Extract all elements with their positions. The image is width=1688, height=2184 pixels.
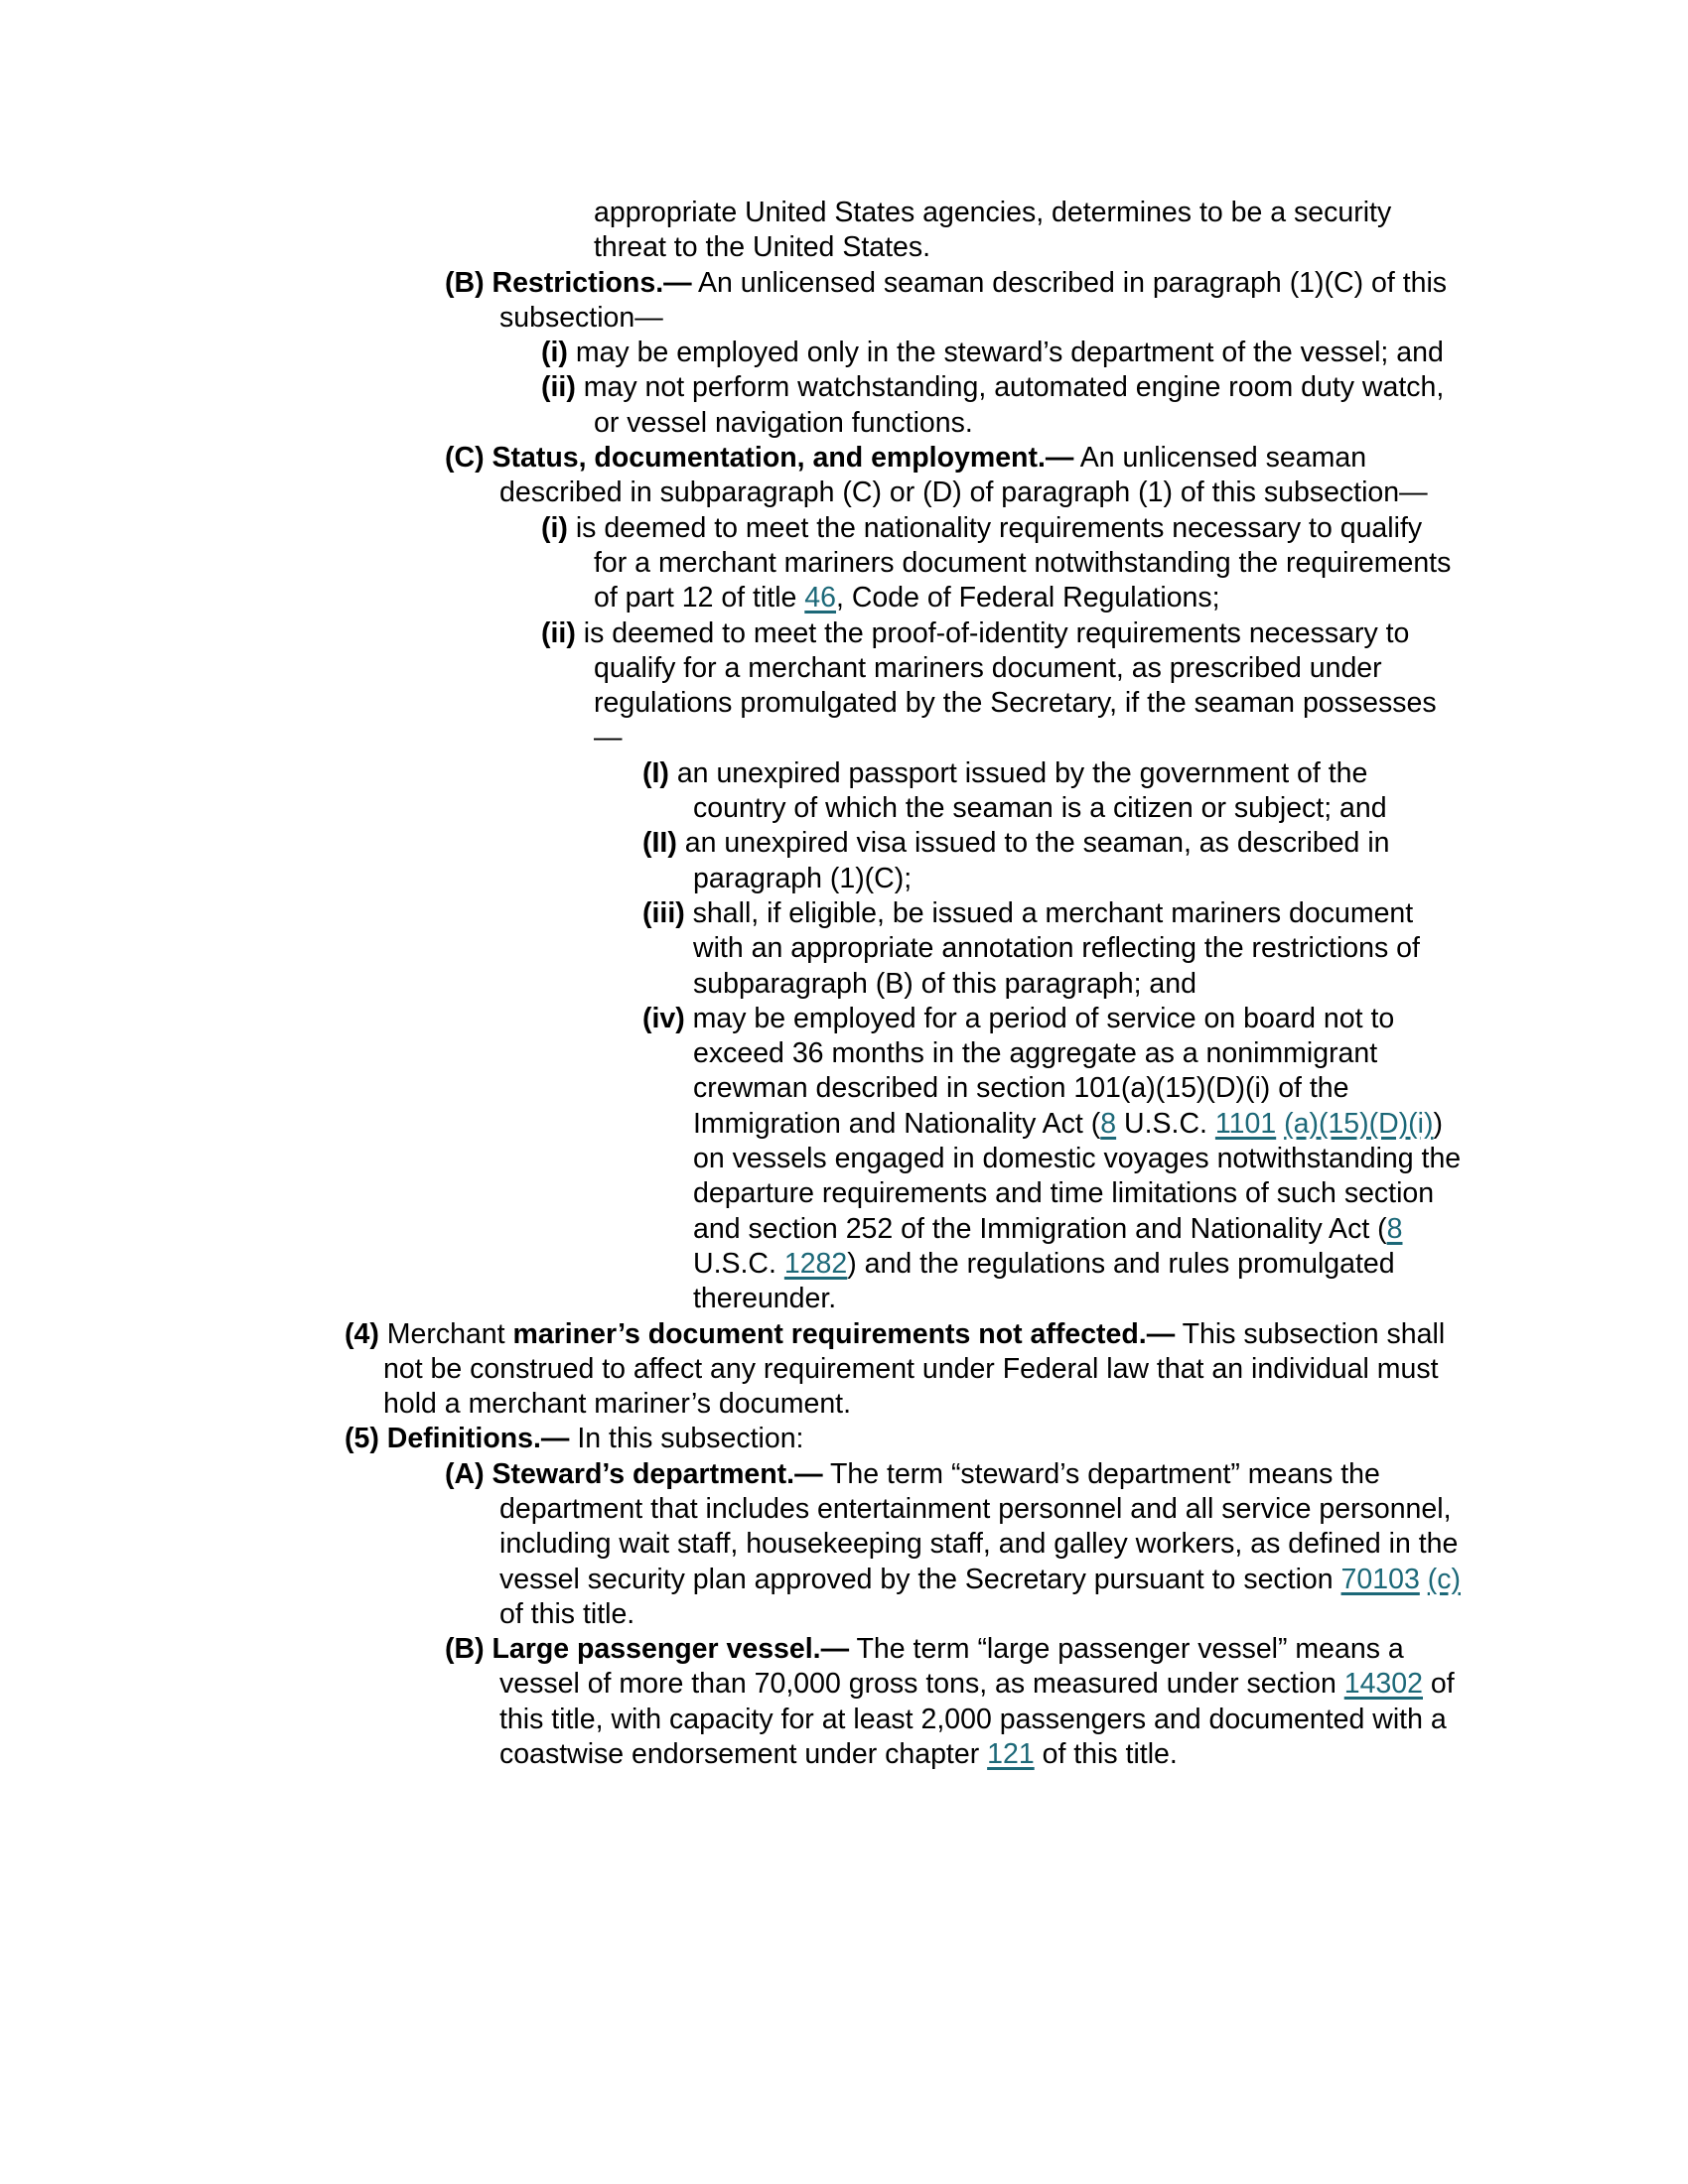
statute-paragraph: [0, 616, 1462, 756]
text-segment: U.S.C.: [1116, 1107, 1215, 1140]
statute-paragraph: [0, 896, 1462, 1002]
text-segment: appropriate United States agencies, determines to be a security threat to the United States.: [594, 197, 1392, 264]
bold-text-segment: (B) Large passenger vessel.—: [445, 1633, 850, 1666]
bold-text-segment: (4): [345, 1317, 379, 1350]
bold-text-segment: (C) Status, documentation, and employment.—: [445, 442, 1074, 475]
text-segment: U.S.C.: [693, 1247, 784, 1280]
statute-paragraph: [0, 266, 1462, 337]
text-segment: of this title.: [1034, 1738, 1178, 1771]
text-segment: may be employed for a period of service on board not to exceed 36 months in the aggregate as a nonimmigrant crewman described in section 101(a)(15)(D)(i) of the Immigration and Nationality Act (: [684, 1002, 1395, 1140]
statute-link[interactable]: 46: [804, 582, 836, 614]
statute-paragraph: [0, 1632, 1462, 1772]
statute-paragraph: [0, 511, 1462, 616]
bold-text-segment: (i): [541, 511, 568, 544]
text-segment: The term “large passenger vessel” means a vessel of more than 70,000 gross tons, as measured under section: [499, 1633, 1404, 1701]
text-segment: In this subsection:: [569, 1423, 804, 1455]
bold-text-segment: (iii): [642, 896, 685, 929]
text-segment: The term “steward’s department” means the department that includes entertainment personnel and all service personnel, including wait staff, housekeeping staff, and galley workers, as defined in the vessel security plan approved by the Secretary pursuant to section: [499, 1457, 1459, 1595]
statute-paragraph: [0, 196, 1462, 266]
text-segment: is deemed to meet the nationality requirements necessary to qualify for a merchant mariners document notwithstanding the requirements of part 12 of title: [567, 511, 1452, 614]
text-segment: An unlicensed seaman described in subparagraph (C) or (D) of paragraph (1) of this subsection—: [499, 442, 1428, 509]
text-segment: [1276, 1108, 1284, 1140]
statute-link[interactable]: 8: [1386, 1212, 1403, 1245]
bold-text-segment: (ii): [541, 616, 576, 649]
text-segment: of this title, with capacity for at least 2,000 passengers and documented with a coastwise endorsement under chapter: [499, 1668, 1455, 1771]
text-segment: an unexpired visa issued to the seaman, as described in paragraph (1)(C);: [676, 827, 1390, 894]
text-segment: [1420, 1564, 1428, 1595]
statute-link[interactable]: 1282: [783, 1247, 848, 1280]
statute-paragraph: [0, 441, 1462, 511]
statute-paragraph: [0, 1422, 1462, 1456]
text-segment: Merchant: [378, 1317, 513, 1350]
bold-text-segment: (I): [642, 756, 669, 789]
bold-text-segment: (B) Restrictions.—: [445, 266, 692, 299]
text-segment: ) and the regulations and rules promulgated thereunder.: [693, 1247, 1395, 1315]
bold-text-segment: mariner’s document requirements not affected.—: [512, 1317, 1176, 1350]
text-segment: an unexpired passport issued by the government of the country of which the seaman is a citizen or subject; and: [668, 756, 1387, 825]
bold-text-segment: (A) Steward’s department.—: [445, 1457, 823, 1490]
text-segment: may be employed only in the steward’s department of the vessel; and: [567, 337, 1444, 369]
text-segment: is deemed to meet the proof-of-identity requirements necessary to qualify for a merchant mariners document, as prescribed under regulations promulgated by the Secretary, if the seaman possesses—: [575, 616, 1437, 754]
text-segment: ) on vessels engaged in domestic voyages notwithstanding the departure requirements and time limitations of such section and section 252 of the Immigration and Nationality Act (: [693, 1107, 1462, 1245]
text-segment: of this title.: [499, 1597, 635, 1630]
text-segment: An unlicensed seaman described in paragraph (1)(C) of this subsection—: [499, 266, 1448, 334]
statute-link[interactable]: (a)(15)(D)(i): [1284, 1107, 1434, 1140]
bold-text-segment: (iv): [642, 1002, 685, 1034]
statute-link[interactable]: 8: [1100, 1107, 1117, 1140]
statute-paragraph: [0, 1317, 1462, 1423]
bold-text-segment: (II): [642, 827, 677, 860]
statute-text-block: [0, 196, 1462, 1772]
statute-paragraph: [0, 336, 1462, 370]
statute-paragraph: [0, 756, 1462, 827]
bold-text-segment: (5) Definitions.—: [345, 1423, 570, 1455]
statute-paragraph: [0, 826, 1462, 896]
statute-paragraph: [0, 1002, 1462, 1317]
text-segment: This subsection shall not be construed to affect any requirement under Federal law that an individual must hold a merchant mariner’s document.: [383, 1317, 1446, 1421]
bold-text-segment: (ii): [541, 371, 576, 404]
statute-link[interactable]: 14302: [1343, 1668, 1423, 1701]
statute-paragraph: [0, 1457, 1462, 1632]
text-segment: may not perform watchstanding, automated engine room duty watch, or vessel navigation functions.: [575, 371, 1445, 439]
text-segment: , Code of Federal Regulations;: [836, 582, 1220, 614]
statute-link[interactable]: (c): [1427, 1563, 1461, 1595]
text-segment: shall, if eligible, be issued a merchant mariners document with an appropriate annotation reflecting the restrictions of subparagraph (B) of this paragraph; and: [684, 896, 1420, 1000]
statute-link[interactable]: 121: [987, 1738, 1035, 1771]
bold-text-segment: (i): [541, 337, 568, 369]
statute-link[interactable]: 1101: [1214, 1107, 1277, 1140]
statute-paragraph: [0, 370, 1462, 441]
statute-link[interactable]: 70103: [1340, 1563, 1420, 1595]
